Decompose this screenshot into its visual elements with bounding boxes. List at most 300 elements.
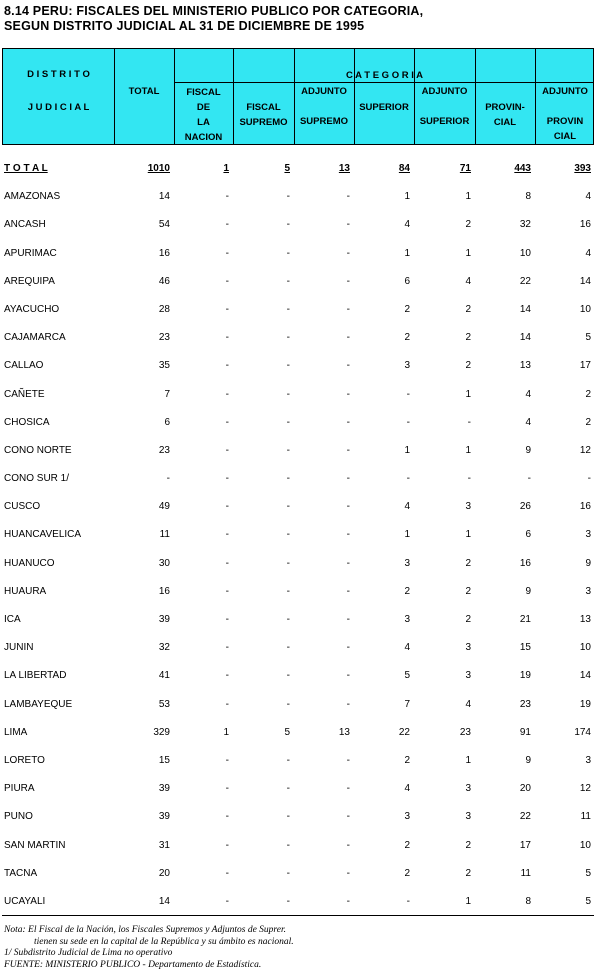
value-cell: 46 (158, 275, 170, 287)
value-cell: - (346, 698, 350, 710)
value-cell: 32 (158, 642, 170, 654)
header-fiscal-nacion-l1: FISCAL (186, 87, 221, 98)
table-row (2, 523, 594, 551)
value-cell: 2 (465, 585, 471, 597)
table-row (2, 185, 594, 213)
value-cell: - (406, 388, 410, 400)
value-cell: 1 (465, 388, 471, 400)
value-cell: 2 (404, 754, 410, 766)
value-cell: 6 (164, 416, 170, 428)
header-provincial-l1: PROVIN- (485, 102, 525, 113)
title-line-2: SEGUN DISTRITO JUDICIAL AL 31 DE DICIEMBRE DE 1995 (4, 19, 365, 33)
header-fiscal-nacion-l2: DE (196, 102, 211, 113)
value-cell: 2 (404, 585, 410, 597)
value-cell: - (346, 191, 350, 203)
table-row (2, 862, 594, 890)
value-cell: 4 (404, 501, 410, 513)
value-cell: - (286, 895, 290, 907)
value-cell: 4 (465, 275, 471, 287)
value-cell: - (346, 557, 350, 569)
distrito-cell: HUANCAVELICA (4, 529, 82, 541)
value-cell: 14 (519, 303, 531, 315)
value-cell: 1 (465, 247, 471, 259)
value-cell: - (346, 247, 350, 259)
value-cell: 5 (284, 726, 290, 738)
table-row (2, 354, 594, 382)
header-provincial (475, 100, 535, 130)
value-cell: 4 (404, 219, 410, 231)
source-line: FUENTE: MINISTERIO PUBLICO - Departamento de Estadística. (4, 959, 262, 970)
value-cell: 5 (284, 163, 290, 174)
value-cell: 10 (579, 303, 591, 315)
value-cell: 2 (465, 614, 471, 625)
value-cell: 23 (158, 332, 170, 344)
value-cell: 4 (525, 416, 531, 428)
value-cell: 3 (585, 585, 591, 597)
header-categoria: C A T E G O R I A (345, 70, 424, 81)
value-cell: 1 (404, 444, 410, 456)
value-cell: - (286, 501, 290, 513)
value-cell: 6 (404, 275, 410, 287)
value-cell: 1 (465, 191, 471, 203)
value-cell: 20 (519, 783, 531, 795)
value-cell: - (346, 360, 350, 372)
value-cell: 3 (404, 557, 410, 569)
distrito-cell: AYACUCHO (4, 303, 60, 315)
value-cell: 9 (585, 557, 591, 569)
value-cell: - (346, 783, 350, 795)
value-cell: 329 (153, 726, 170, 738)
value-cell: - (286, 388, 290, 400)
value-cell: 1 (465, 895, 471, 907)
value-cell: 20 (158, 867, 170, 879)
value-cell: 2 (585, 388, 591, 400)
distrito-cell: LIMA (4, 726, 28, 738)
value-cell: 4 (465, 698, 471, 710)
value-cell: 3 (585, 529, 591, 541)
header-adjunto-supremo-l2: SUPREMO (299, 116, 349, 127)
value-cell: - (225, 811, 229, 823)
footnotes (4, 925, 294, 971)
table-row (2, 552, 594, 580)
value-cell: 23 (459, 726, 471, 738)
value-cell: - (346, 754, 350, 766)
value-cell: - (286, 275, 290, 287)
header-adjunto-superior (414, 84, 475, 129)
value-cell: - (225, 191, 229, 203)
value-cell: 6 (525, 529, 531, 541)
value-cell: - (225, 642, 229, 654)
value-cell: 2 (404, 332, 410, 344)
header-adjunto-superior-l1: ADJUNTO (421, 86, 468, 97)
value-cell: - (225, 783, 229, 795)
table-row (2, 777, 594, 805)
value-cell: - (286, 614, 290, 625)
value-cell: - (346, 642, 350, 654)
value-cell: 13 (519, 360, 531, 372)
distrito-cell: LORETO (4, 754, 45, 766)
value-cell: 16 (158, 247, 170, 259)
value-cell: 23 (519, 698, 531, 710)
table-row (2, 580, 594, 608)
value-cell: - (225, 416, 229, 428)
value-cell: 5 (585, 895, 591, 907)
value-cell: 41 (158, 670, 170, 682)
value-cell: 1 (404, 191, 410, 203)
value-cell: 16 (158, 585, 170, 597)
value-cell: 3 (465, 501, 471, 513)
value-cell: 13 (579, 614, 591, 625)
value-cell: 14 (158, 895, 170, 907)
value-cell: - (225, 332, 229, 344)
header-fiscal-supremo-l1: FISCAL (246, 102, 281, 113)
value-cell: - (346, 275, 350, 287)
value-cell: - (286, 416, 290, 428)
value-cell: 16 (579, 501, 591, 513)
value-cell: 1 (465, 444, 471, 456)
table-row (2, 495, 594, 523)
value-cell: 49 (158, 501, 170, 513)
value-cell: - (225, 219, 229, 231)
value-cell: 19 (519, 670, 531, 682)
value-cell: 2 (404, 303, 410, 315)
value-cell: 19 (579, 698, 591, 710)
note-line-2: tienen su sede en la capital de la República y su ámbito es nacional. (34, 936, 294, 947)
header-distrito: D I S T R I T O (27, 69, 90, 80)
value-cell: - (346, 529, 350, 541)
value-cell: - (286, 839, 290, 851)
value-cell: 22 (519, 275, 531, 287)
table-row (2, 467, 594, 495)
table-row (2, 693, 594, 721)
table-row (2, 439, 594, 467)
table-row (2, 213, 594, 241)
value-cell: 3 (465, 670, 471, 682)
distrito-cell: T O T A L (4, 163, 48, 174)
value-cell: 8 (525, 895, 531, 907)
value-cell: 14 (519, 332, 531, 344)
value-cell: 15 (519, 642, 531, 654)
value-cell: - (286, 473, 290, 485)
value-cell: - (286, 191, 290, 203)
header-divider (354, 49, 355, 144)
value-cell: 14 (579, 275, 591, 287)
value-cell: 1 (404, 247, 410, 259)
value-cell: 5 (404, 670, 410, 682)
value-cell: - (467, 473, 471, 485)
value-cell: 9 (525, 444, 531, 456)
value-cell: 15 (158, 754, 170, 766)
distrito-cell: AMAZONAS (4, 191, 61, 203)
header-judicial: J U D I C I A L (27, 102, 90, 113)
value-cell: - (286, 247, 290, 259)
value-cell: - (286, 754, 290, 766)
header-total: TOTAL (128, 86, 160, 97)
value-cell: - (346, 614, 350, 625)
value-cell: 30 (158, 557, 170, 569)
value-cell: 2 (404, 867, 410, 879)
value-cell: 5 (585, 332, 591, 344)
value-cell: 53 (158, 698, 170, 710)
value-cell: - (346, 811, 350, 823)
table-row (2, 326, 594, 354)
value-cell: 23 (158, 444, 170, 456)
value-cell: 3 (465, 783, 471, 795)
value-cell: - (346, 585, 350, 597)
distrito-cell: HUAURA (4, 585, 47, 597)
value-cell: - (346, 416, 350, 428)
value-cell: 2 (465, 219, 471, 231)
distrito-cell: UCAYALI (4, 895, 46, 907)
note-line-3: 1/ Subdistrito Judicial de Lima no operativo (4, 948, 173, 959)
value-cell: - (346, 501, 350, 513)
header-fiscal-supremo (233, 100, 294, 130)
table-row (2, 805, 594, 833)
header-provincial-l2: CIAL (493, 117, 517, 128)
value-cell: - (406, 473, 410, 485)
distrito-cell: LAMBAYEQUE (4, 698, 73, 710)
value-cell: 10 (579, 839, 591, 851)
value-cell: - (225, 388, 229, 400)
value-cell: - (286, 529, 290, 541)
value-cell: 4 (525, 388, 531, 400)
total-row (2, 157, 594, 185)
value-cell: 31 (158, 839, 170, 851)
value-cell: 10 (579, 642, 591, 654)
value-cell: 26 (519, 501, 531, 513)
header-fiscal-nacion-l4: NACION (184, 132, 223, 143)
distrito-cell: CUSCO (4, 501, 41, 513)
value-cell: - (166, 473, 170, 485)
table-body (2, 157, 594, 918)
value-cell: 11 (580, 811, 591, 823)
value-cell: 71 (459, 163, 471, 174)
distrito-cell: TACNA (4, 867, 38, 879)
value-cell: 8 (525, 191, 531, 203)
value-cell: 3 (465, 642, 471, 654)
value-cell: 12 (579, 444, 591, 456)
table-row (2, 242, 594, 270)
value-cell: - (346, 895, 350, 907)
value-cell: 1 (223, 163, 229, 174)
distrito-cell: JUNIN (4, 642, 34, 654)
value-cell: - (346, 444, 350, 456)
header-adjunto-provincial-l1: ADJUNTO (542, 86, 588, 97)
value-cell: 2 (465, 332, 471, 344)
header-adjunto-provincial (535, 84, 595, 144)
header-adjunto-superior-l2: SUPERIOR (419, 116, 470, 127)
distrito-cell: APURIMAC (4, 247, 57, 259)
table-row (2, 664, 594, 692)
value-cell: - (225, 303, 229, 315)
value-cell: - (286, 219, 290, 231)
distrito-cell: CALLAO (4, 360, 44, 372)
value-cell: - (225, 670, 229, 682)
value-cell: - (225, 895, 229, 907)
value-cell: - (286, 867, 290, 879)
value-cell: - (527, 473, 531, 485)
distrito-cell: SAN MARTIN (4, 839, 66, 851)
value-cell: 11 (520, 867, 531, 879)
distrito-cell: CAÑETE (4, 388, 45, 400)
header-fiscal-de-la-nacion (174, 85, 233, 145)
value-cell: - (225, 360, 229, 372)
header-adjunto-provincial-l2: PROVIN (546, 116, 584, 127)
value-cell: 1 (404, 529, 410, 541)
value-cell: 2 (465, 867, 471, 879)
value-cell: 1 (465, 529, 471, 541)
value-cell: - (225, 247, 229, 259)
value-cell: 4 (585, 247, 591, 259)
title-line-1: 8.14 PERU: FISCALES DEL MINISTERIO PUBLICO POR CATEGORIA, (4, 4, 424, 18)
value-cell: 9 (525, 754, 531, 766)
distrito-cell: PIURA (4, 783, 35, 795)
header-adjunto-supremo-l1: ADJUNTO (301, 86, 347, 97)
value-cell: - (346, 839, 350, 851)
value-cell: 9 (525, 585, 531, 597)
data-table (2, 157, 594, 918)
value-cell: 2 (465, 303, 471, 315)
value-cell: 393 (574, 163, 591, 174)
value-cell: - (346, 388, 350, 400)
value-cell: 11 (159, 529, 170, 541)
value-cell: 1 (465, 754, 471, 766)
table-row (2, 721, 594, 749)
value-cell: 2 (404, 839, 410, 851)
value-cell: 1010 (147, 163, 170, 174)
distrito-cell: CAJAMARCA (4, 332, 66, 344)
value-cell: - (225, 585, 229, 597)
value-cell: 4 (404, 783, 410, 795)
value-cell: - (286, 557, 290, 569)
value-cell: 28 (158, 303, 170, 315)
value-cell: - (225, 473, 229, 485)
distrito-cell: CONO NORTE (4, 444, 72, 456)
value-cell: 3 (404, 360, 410, 372)
value-cell: 13 (338, 163, 350, 174)
value-cell: 22 (398, 726, 410, 738)
value-cell: 2 (465, 360, 471, 372)
value-cell: 16 (519, 557, 531, 569)
value-cell: - (225, 867, 229, 879)
value-cell: - (225, 444, 229, 456)
value-cell: 22 (519, 811, 531, 823)
table-row (2, 383, 594, 411)
value-cell: 3 (465, 811, 471, 823)
header-superior: SUPERIOR (359, 102, 409, 113)
value-cell: - (286, 670, 290, 682)
value-cell: 35 (158, 360, 170, 372)
value-cell: 3 (404, 811, 410, 823)
value-cell: - (286, 783, 290, 795)
value-cell: - (346, 867, 350, 879)
header-fiscal-supremo-l2: SUPREMO (239, 117, 288, 128)
distrito-cell: LA LIBERTAD (4, 670, 67, 682)
value-cell: 174 (574, 726, 591, 738)
distrito-cell: CHOSICA (4, 416, 50, 428)
value-cell: - (225, 529, 229, 541)
value-cell: 7 (164, 388, 170, 400)
value-cell: 2 (465, 839, 471, 851)
value-cell: 39 (158, 783, 170, 795)
distrito-cell: ANCASH (4, 219, 46, 231)
table-row (2, 834, 594, 862)
value-cell: 13 (338, 726, 350, 738)
value-cell: - (346, 332, 350, 344)
value-cell: - (286, 360, 290, 372)
distrito-cell: HUANUCO (4, 557, 55, 569)
value-cell: 14 (158, 191, 170, 203)
table-row (2, 270, 594, 298)
value-cell: - (587, 473, 591, 485)
value-cell: - (286, 585, 290, 597)
table-row (2, 298, 594, 326)
table-row (2, 636, 594, 664)
value-cell: - (406, 416, 410, 428)
value-cell: - (225, 839, 229, 851)
table-row (2, 411, 594, 439)
table-title (4, 4, 423, 34)
value-cell: 7 (404, 698, 410, 710)
header-adjunto-provincial-l3: CIAL (553, 131, 577, 142)
table-row (2, 749, 594, 777)
value-cell: - (286, 444, 290, 456)
table-header (2, 48, 594, 145)
value-cell: - (225, 275, 229, 287)
bottom-rule (2, 915, 594, 916)
value-cell: - (467, 416, 471, 428)
distrito-cell: ICA (4, 614, 21, 625)
value-cell: 14 (579, 670, 591, 682)
value-cell: - (225, 698, 229, 710)
value-cell: 2 (465, 557, 471, 569)
distrito-cell: CONO SUR 1/ (4, 473, 70, 485)
header-fiscal-nacion-l3: LA (197, 117, 210, 128)
value-cell: - (346, 303, 350, 315)
value-cell: - (225, 557, 229, 569)
value-cell: 3 (585, 754, 591, 766)
value-cell: 2 (585, 416, 591, 428)
value-cell: - (346, 670, 350, 682)
distrito-cell: PUNO (4, 811, 33, 823)
value-cell: - (346, 219, 350, 231)
value-cell: 4 (585, 191, 591, 203)
value-cell: - (286, 642, 290, 654)
note-line-1: Nota: El Fiscal de la Nación, los Fiscales Supremos y Adjuntos de Suprer. (4, 925, 286, 935)
value-cell: - (225, 754, 229, 766)
value-cell: 91 (519, 726, 531, 738)
table-row (2, 608, 594, 636)
value-cell: 12 (579, 783, 591, 795)
value-cell: 16 (579, 219, 591, 231)
value-cell: 5 (585, 867, 591, 879)
value-cell: 21 (519, 614, 531, 625)
value-cell: 443 (514, 163, 531, 174)
distrito-cell: AREQUIPA (4, 275, 55, 287)
value-cell: 1 (223, 726, 229, 738)
value-cell: - (286, 698, 290, 710)
value-cell: 39 (158, 614, 170, 625)
header-adjunto-supremo (294, 84, 354, 129)
value-cell: 54 (158, 219, 170, 231)
value-cell: - (346, 473, 350, 485)
value-cell: - (225, 501, 229, 513)
value-cell: 10 (519, 247, 531, 259)
value-cell: 17 (579, 360, 591, 372)
value-cell: - (406, 895, 410, 907)
value-cell: 84 (398, 163, 410, 174)
value-cell: 39 (158, 811, 170, 823)
